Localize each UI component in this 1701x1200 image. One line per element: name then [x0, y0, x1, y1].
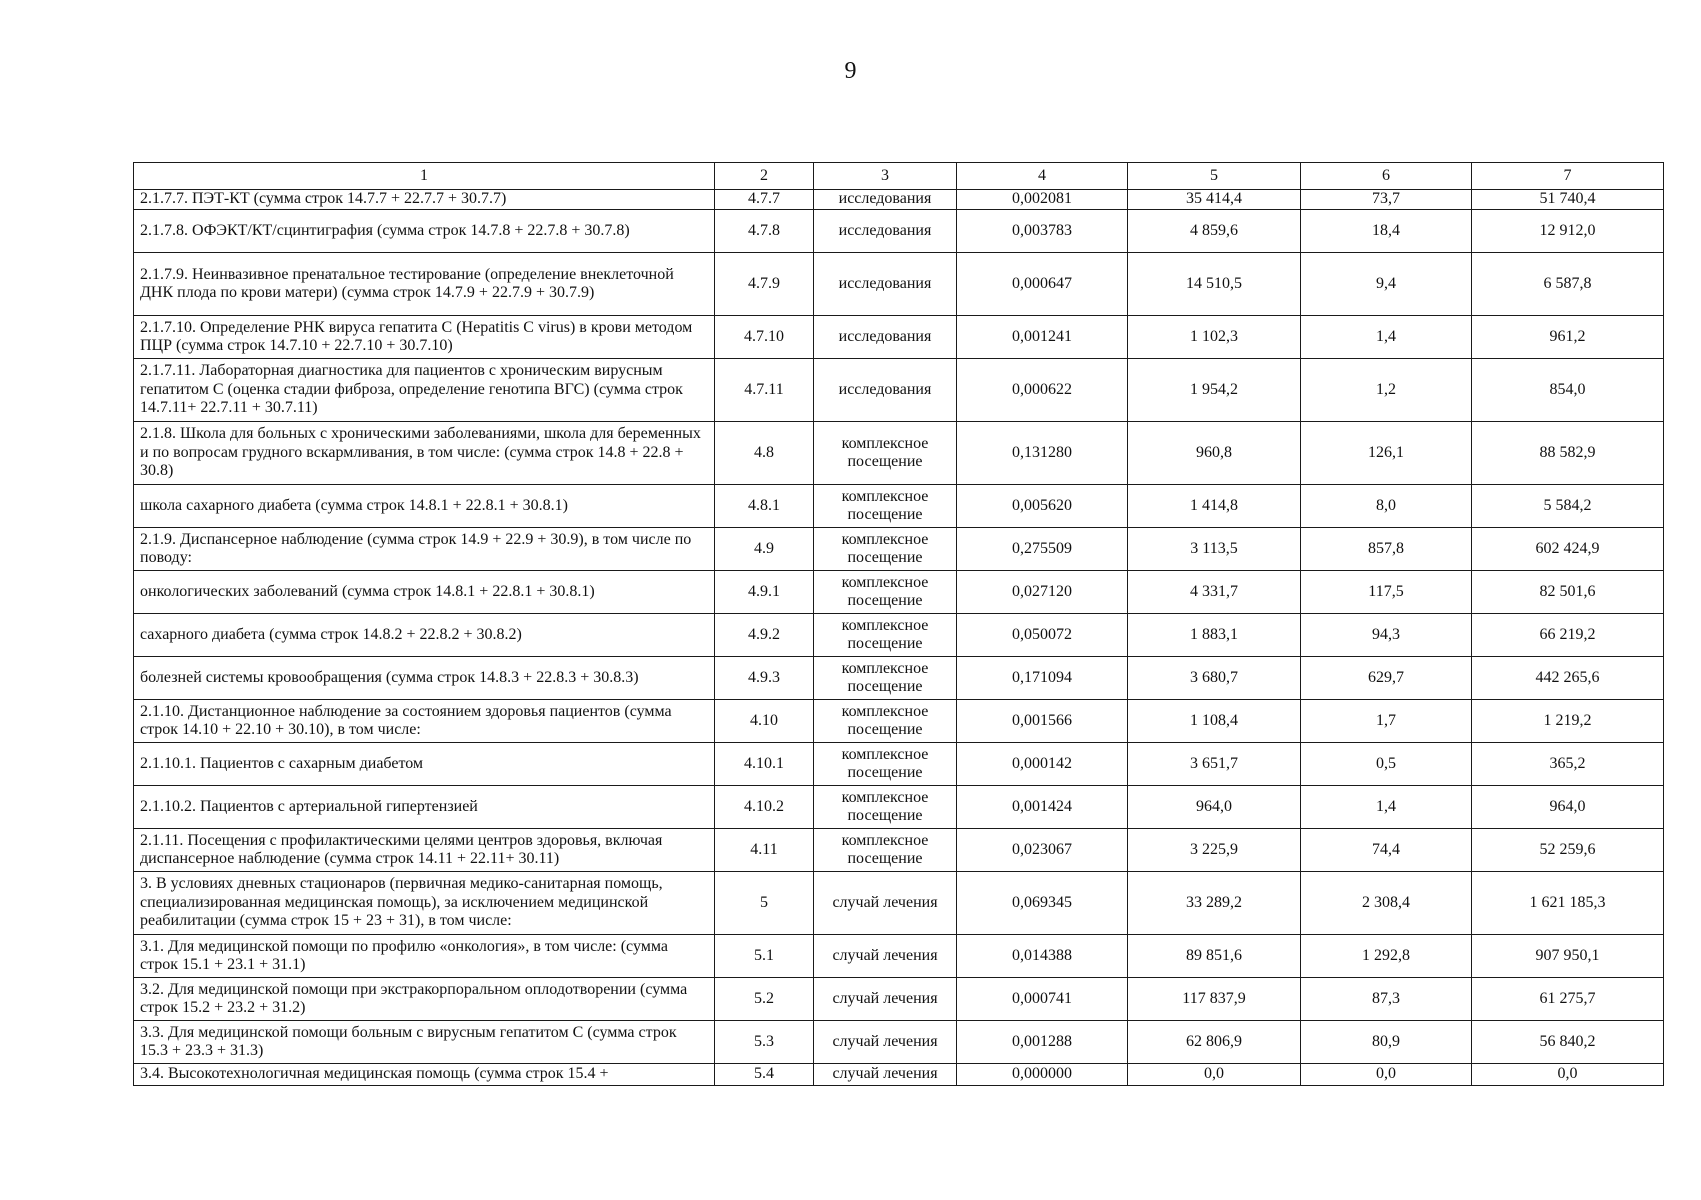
cell-c5: 62 806,9	[1128, 1021, 1301, 1064]
table-row	[134, 571, 1664, 614]
cell-name: 3.1. Для медицинской помощи по профилю «онкология», в том числе: (сумма строк 15.1 + 23.1 + 31.1)	[134, 935, 715, 978]
cell-name: болезней системы кровообращения (сумма строк 14.8.3 + 22.8.3 + 30.8.3)	[134, 657, 715, 700]
cell-c6: 73,7	[1301, 190, 1472, 210]
cell-line: 4.7.10	[715, 316, 814, 359]
cell-c4: 0,002081	[957, 190, 1128, 210]
cell-c5: 4 859,6	[1128, 210, 1301, 253]
cell-c6: 126,1	[1301, 422, 1472, 485]
cell-c5: 3 225,9	[1128, 829, 1301, 872]
cell-name: сахарного диабета (сумма строк 14.8.2 + 22.8.2 + 30.8.2)	[134, 614, 715, 657]
cell-c7: 964,0	[1472, 786, 1664, 829]
cell-line: 5.2	[715, 978, 814, 1021]
cell-unit: случай лечения	[814, 978, 957, 1021]
cell-line: 4.7.8	[715, 210, 814, 253]
cell-unit: случай лечения	[814, 935, 957, 978]
cell-c4: 0,023067	[957, 829, 1128, 872]
cell-c4: 0,000647	[957, 253, 1128, 316]
cell-c5: 33 289,2	[1128, 872, 1301, 935]
cell-c6: 117,5	[1301, 571, 1472, 614]
cell-c6: 1,2	[1301, 359, 1472, 422]
cell-c6: 94,3	[1301, 614, 1472, 657]
cell-c7: 51 740,4	[1472, 190, 1664, 210]
cell-c6: 9,4	[1301, 253, 1472, 316]
table-row	[134, 935, 1664, 978]
cell-c5: 117 837,9	[1128, 978, 1301, 1021]
cell-name: 2.1.10.2. Пациентов с артериальной гипертензией	[134, 786, 715, 829]
cell-c4: 0,003783	[957, 210, 1128, 253]
cell-c7: 961,2	[1472, 316, 1664, 359]
table-row	[134, 614, 1664, 657]
cell-c4: 0,000142	[957, 743, 1128, 786]
cell-c4: 0,001424	[957, 786, 1128, 829]
cell-c6: 2 308,4	[1301, 872, 1472, 935]
cell-c7: 82 501,6	[1472, 571, 1664, 614]
data-table	[133, 162, 1664, 1086]
cell-line: 4.9.3	[715, 657, 814, 700]
cell-line: 4.7.11	[715, 359, 814, 422]
cell-c6: 629,7	[1301, 657, 1472, 700]
cell-line: 4.9.1	[715, 571, 814, 614]
cell-c5: 1 954,2	[1128, 359, 1301, 422]
cell-c7: 12 912,0	[1472, 210, 1664, 253]
cell-unit: комплексное посещение	[814, 571, 957, 614]
cell-c4: 0,000000	[957, 1064, 1128, 1086]
cell-unit: комплексное посещение	[814, 422, 957, 485]
column-header-3: 3	[814, 163, 957, 190]
cell-c7: 1 219,2	[1472, 700, 1664, 743]
table-row	[134, 210, 1664, 253]
table-row	[134, 657, 1664, 700]
cell-c7: 88 582,9	[1472, 422, 1664, 485]
column-header-6: 6	[1301, 163, 1472, 190]
cell-line: 5.3	[715, 1021, 814, 1064]
cell-unit: исследования	[814, 253, 957, 316]
cell-c4: 0,050072	[957, 614, 1128, 657]
cell-line: 4.10	[715, 700, 814, 743]
page-number: 9	[844, 58, 857, 84]
cell-unit: случай лечения	[814, 1021, 957, 1064]
cell-c4: 0,131280	[957, 422, 1128, 485]
cell-c4: 0,027120	[957, 571, 1128, 614]
cell-line: 4.8	[715, 422, 814, 485]
cell-unit: исследования	[814, 316, 957, 359]
cell-line: 5.4	[715, 1064, 814, 1086]
cell-unit: исследования	[814, 190, 957, 210]
cell-name: 3.2. Для медицинской помощи при экстракорпоральном оплодотворении (сумма строк 15.2 + 23.2 + 31.2)	[134, 978, 715, 1021]
cell-c7: 442 265,6	[1472, 657, 1664, 700]
cell-unit: исследования	[814, 359, 957, 422]
cell-c6: 0,5	[1301, 743, 1472, 786]
cell-name: 3.4. Высокотехнологичная медицинская помощь (сумма строк 15.4 +	[134, 1064, 715, 1086]
table-row	[134, 786, 1664, 829]
column-header-1: 1	[134, 163, 715, 190]
cell-c4: 0,014388	[957, 935, 1128, 978]
cell-c6: 87,3	[1301, 978, 1472, 1021]
cell-line: 4.9	[715, 528, 814, 571]
cell-c6: 0,0	[1301, 1064, 1472, 1086]
cell-c7: 61 275,7	[1472, 978, 1664, 1021]
cell-c7: 5 584,2	[1472, 485, 1664, 528]
cell-c5: 89 851,6	[1128, 935, 1301, 978]
cell-name: школа сахарного диабета (сумма строк 14.8.1 + 22.8.1 + 30.8.1)	[134, 485, 715, 528]
cell-unit: комплексное посещение	[814, 700, 957, 743]
cell-c7: 6 587,8	[1472, 253, 1664, 316]
cell-c6: 80,9	[1301, 1021, 1472, 1064]
cell-c4: 0,001241	[957, 316, 1128, 359]
cell-unit: случай лечения	[814, 1064, 957, 1086]
column-header-2: 2	[715, 163, 814, 190]
cell-c6: 1,7	[1301, 700, 1472, 743]
cell-c6: 857,8	[1301, 528, 1472, 571]
cell-c7: 907 950,1	[1472, 935, 1664, 978]
cell-c4: 0,001566	[957, 700, 1128, 743]
cell-c5: 964,0	[1128, 786, 1301, 829]
cell-c4: 0,275509	[957, 528, 1128, 571]
header-row	[134, 163, 1664, 190]
cell-unit: случай лечения	[814, 872, 957, 935]
cell-line: 4.8.1	[715, 485, 814, 528]
table-row	[134, 190, 1664, 210]
cell-unit: комплексное посещение	[814, 657, 957, 700]
cell-unit: комплексное посещение	[814, 743, 957, 786]
cell-c7: 854,0	[1472, 359, 1664, 422]
cell-name: 2.1.7.9. Неинвазивное пренатальное тестирование (определение внеклеточной ДНК плода по крови матери) (сумма строк 14.7.9 + 22.7.9 + 30.7.9)	[134, 253, 715, 316]
cell-c6: 8,0	[1301, 485, 1472, 528]
cell-c7: 56 840,2	[1472, 1021, 1664, 1064]
cell-name: 2.1.9. Диспансерное наблюдение (сумма строк 14.9 + 22.9 + 30.9), в том числе по поводу:	[134, 528, 715, 571]
column-header-7: 7	[1472, 163, 1664, 190]
cell-name: 2.1.8. Школа для больных с хроническими заболеваниями, школа для беременных и по вопросам грудного вскармливания, в том числе: (сумма строк 14.8 + 22.8 + 30.8)	[134, 422, 715, 485]
cell-line: 4.7.7	[715, 190, 814, 210]
table-row	[134, 743, 1664, 786]
cell-name: 2.1.11. Посещения с профилактическими целями центров здоровья, включая диспансерное наблюдение (сумма строк 14.11 + 22.11+ 30.11)	[134, 829, 715, 872]
cell-line: 4.10.2	[715, 786, 814, 829]
table-row	[134, 1064, 1664, 1086]
cell-name: 2.1.7.8. ОФЭКТ/КТ/сцинтиграфия (сумма строк 14.7.8 + 22.7.8 + 30.7.8)	[134, 210, 715, 253]
table-row	[134, 872, 1664, 935]
cell-c6: 1,4	[1301, 316, 1472, 359]
cell-c6: 1 292,8	[1301, 935, 1472, 978]
cell-c7: 52 259,6	[1472, 829, 1664, 872]
cell-c7: 1 621 185,3	[1472, 872, 1664, 935]
cell-line: 4.11	[715, 829, 814, 872]
cell-unit: комплексное посещение	[814, 485, 957, 528]
cell-c5: 3 680,7	[1128, 657, 1301, 700]
table-row	[134, 700, 1664, 743]
cell-c4: 0,005620	[957, 485, 1128, 528]
cell-c6: 74,4	[1301, 829, 1472, 872]
cell-line: 5.1	[715, 935, 814, 978]
table-row	[134, 359, 1664, 422]
cell-c5: 3 113,5	[1128, 528, 1301, 571]
cell-line: 5	[715, 872, 814, 935]
cell-name: 3. В условиях дневных стационаров (первичная медико-санитарная помощь, специализированная медицинская помощь), за исключением медицинской реабилитации (сумма строк 15 + 23 + 31), в том числе:	[134, 872, 715, 935]
cell-c5: 1 102,3	[1128, 316, 1301, 359]
cell-unit: исследования	[814, 210, 957, 253]
cell-name: 2.1.7.7. ПЭТ-КТ (сумма строк 14.7.7 + 22.7.7 + 30.7.7)	[134, 190, 715, 210]
cell-c5: 1 414,8	[1128, 485, 1301, 528]
cell-line: 4.10.1	[715, 743, 814, 786]
cell-line: 4.9.2	[715, 614, 814, 657]
cell-c4: 0,001288	[957, 1021, 1128, 1064]
cell-c4: 0,069345	[957, 872, 1128, 935]
table-row	[134, 316, 1664, 359]
cell-unit: комплексное посещение	[814, 829, 957, 872]
cell-unit: комплексное посещение	[814, 614, 957, 657]
table-row	[134, 485, 1664, 528]
table-row	[134, 1021, 1664, 1064]
cell-c7: 66 219,2	[1472, 614, 1664, 657]
cell-c5: 0,0	[1128, 1064, 1301, 1086]
cell-c7: 365,2	[1472, 743, 1664, 786]
cell-c5: 4 331,7	[1128, 571, 1301, 614]
cell-unit: комплексное посещение	[814, 786, 957, 829]
cell-c4: 0,000741	[957, 978, 1128, 1021]
table-row	[134, 253, 1664, 316]
table-row	[134, 829, 1664, 872]
cell-name: 2.1.10. Дистанционное наблюдение за состоянием здоровья пациентов (сумма строк 14.10 + 22.10 + 30.10), в том числе:	[134, 700, 715, 743]
cell-name: онкологических заболеваний (сумма строк 14.8.1 + 22.8.1 + 30.8.1)	[134, 571, 715, 614]
cell-c5: 960,8	[1128, 422, 1301, 485]
cell-c7: 602 424,9	[1472, 528, 1664, 571]
table-row	[134, 422, 1664, 485]
table-row	[134, 978, 1664, 1021]
cell-c5: 14 510,5	[1128, 253, 1301, 316]
cell-c4: 0,171094	[957, 657, 1128, 700]
cell-c5: 1 108,4	[1128, 700, 1301, 743]
column-header-4: 4	[957, 163, 1128, 190]
cell-name: 2.1.7.10. Определение РНК вируса гепатита С (Hepatitis С virus) в крови методом ПЦР (сумма строк 14.7.10 + 22.7.10 + 30.7.10)	[134, 316, 715, 359]
cell-name: 2.1.7.11. Лабораторная диагностика для пациентов с хроническим вирусным гепатитом С (оценка стадии фиброза, определение генотипа ВГС) (сумма строк 14.7.11+ 22.7.11 + 30.7.11)	[134, 359, 715, 422]
cell-c6: 18,4	[1301, 210, 1472, 253]
cell-name: 2.1.10.1. Пациентов с сахарным диабетом	[134, 743, 715, 786]
cell-c6: 1,4	[1301, 786, 1472, 829]
cell-c7: 0,0	[1472, 1064, 1664, 1086]
table-row	[134, 528, 1664, 571]
cell-c5: 35 414,4	[1128, 190, 1301, 210]
column-header-5: 5	[1128, 163, 1301, 190]
cell-line: 4.7.9	[715, 253, 814, 316]
cell-c5: 1 883,1	[1128, 614, 1301, 657]
cell-c4: 0,000622	[957, 359, 1128, 422]
cell-name: 3.3. Для медицинской помощи больным с вирусным гепатитом С (сумма строк 15.3 + 23.3 + 31.3)	[134, 1021, 715, 1064]
cell-c5: 3 651,7	[1128, 743, 1301, 786]
cell-unit: комплексное посещение	[814, 528, 957, 571]
